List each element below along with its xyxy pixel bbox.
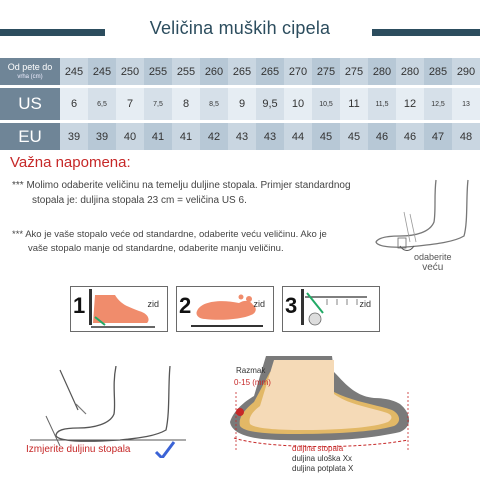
insole-length-label: duljina uloška Xx xyxy=(292,454,353,463)
eu-size-row xyxy=(0,123,480,150)
eu-header: EU xyxy=(0,123,60,150)
table-cell: 6 xyxy=(60,88,88,120)
table-cell: 40 xyxy=(116,123,144,150)
gap-range: 0-15 (mm) xyxy=(234,378,271,387)
table-cell: 275 xyxy=(312,58,340,85)
table-cell: 48 xyxy=(452,123,480,150)
us-header: US xyxy=(0,88,60,120)
size-table xyxy=(0,58,480,150)
table-cell: 290 xyxy=(452,58,480,85)
table-cell: 9 xyxy=(228,88,256,120)
foot-top-view-icon xyxy=(191,289,263,329)
step-number: 1 xyxy=(73,293,86,318)
table-cell: 39 xyxy=(88,123,116,150)
table-cell: 11 xyxy=(340,88,368,120)
measure-foot-label: Izmjerite duljinu stopala xyxy=(26,444,131,455)
note-paragraph-2 xyxy=(12,228,347,256)
table-cell: 255 xyxy=(144,58,172,85)
table-cell: 260 xyxy=(200,58,228,85)
foot-sketch-icon xyxy=(370,176,478,256)
foot-length-row xyxy=(0,58,480,85)
us-size-row xyxy=(0,88,480,120)
table-cell: 265 xyxy=(256,58,284,85)
table-cell: 45 xyxy=(312,123,340,150)
table-cell: 46 xyxy=(368,123,396,150)
wall-label: zid xyxy=(253,299,265,309)
step-2-panel xyxy=(176,286,274,332)
note-p1-line2: stopala je: duljina stopala 23 cm = veličina US 6. xyxy=(32,195,247,206)
table-cell: 270 xyxy=(284,58,312,85)
table-cell: 41 xyxy=(144,123,172,150)
table-cell: 12,5 xyxy=(424,88,452,120)
sole-length-label: duljina potplata X xyxy=(292,464,354,473)
ruler-measure-icon xyxy=(297,289,377,329)
title-rule-right xyxy=(372,29,480,36)
table-cell: 42 xyxy=(200,123,228,150)
table-cell: 285 xyxy=(424,58,452,85)
table-cell: 8,5 xyxy=(200,88,228,120)
step-number: 2 xyxy=(179,293,192,318)
table-cell: 47 xyxy=(424,123,452,150)
table-cell: 10,5 xyxy=(312,88,340,120)
table-cell: 9,5 xyxy=(256,88,284,120)
table-cell: 10 xyxy=(284,88,312,120)
note-paragraph-1 xyxy=(12,178,367,208)
note-p2-line1: *** Ako je vaše stopalo veće od standardne, odaberite veću veličinu. Ako je xyxy=(12,229,327,240)
step-number: 3 xyxy=(285,293,298,318)
table-cell: 12 xyxy=(396,88,424,120)
table-cell: 250 xyxy=(116,58,144,85)
table-cell: 43 xyxy=(228,123,256,150)
table-cell: 7 xyxy=(116,88,144,120)
table-cell: 8 xyxy=(172,88,200,120)
note-title: Važna napomena: xyxy=(10,154,131,171)
table-cell: 43 xyxy=(256,123,284,150)
foot-length-header: Od pete do vrha (cm) xyxy=(0,58,60,85)
page-title: Veličina muških cipela xyxy=(149,18,331,38)
table-cell: 11,5 xyxy=(368,88,396,120)
table-cell: 265 xyxy=(228,58,256,85)
step-3-panel xyxy=(282,286,380,332)
foot-sketch-label: odaberite veću xyxy=(414,252,452,273)
table-cell: 7,5 xyxy=(144,88,172,120)
table-cell: 45 xyxy=(340,123,368,150)
foot-length-label: duljina stopala xyxy=(292,444,344,453)
step-1-panel xyxy=(70,286,168,332)
table-cell: 44 xyxy=(284,123,312,150)
wall-label: zid xyxy=(359,299,371,309)
table-cell: 41 xyxy=(172,123,200,150)
table-cell: 245 xyxy=(60,58,88,85)
heel-against-wall-icon xyxy=(85,289,157,329)
table-cell: 13 xyxy=(452,88,480,120)
table-cell: 6,5 xyxy=(88,88,116,120)
title-bar xyxy=(0,10,480,50)
table-cell: 275 xyxy=(340,58,368,85)
table-cell: 46 xyxy=(396,123,424,150)
table-cell: 280 xyxy=(396,58,424,85)
wall-label: zid xyxy=(147,299,159,309)
note-p1-line1: *** Molimo odaberite veličinu na temelju duljine stopala. Primjer standardnog xyxy=(12,180,351,191)
table-cell: 39 xyxy=(60,123,88,150)
note-p2-line2: vaše stopalo manje od standardne, odaberite manju veličinu. xyxy=(28,243,284,254)
gap-title: Razmak xyxy=(236,366,266,375)
table-cell: 245 xyxy=(88,58,116,85)
table-cell: 255 xyxy=(172,58,200,85)
table-cell: 280 xyxy=(368,58,396,85)
